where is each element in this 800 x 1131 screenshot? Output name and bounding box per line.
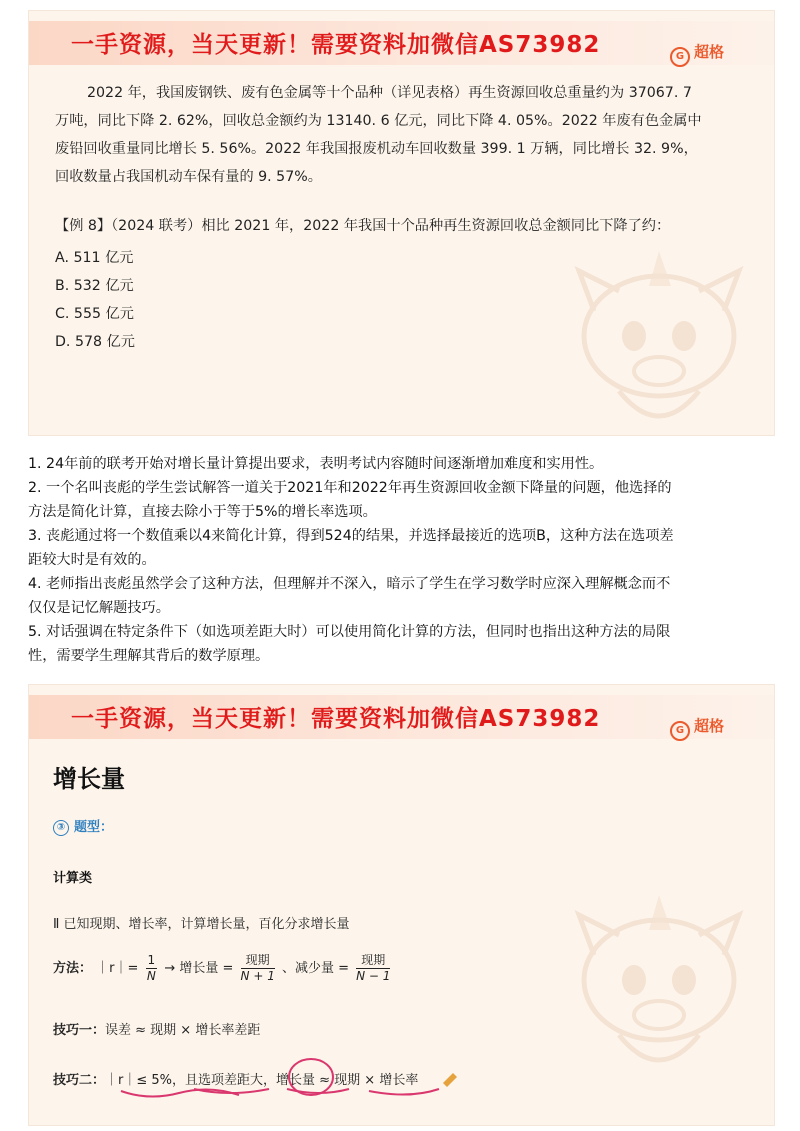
option-d[interactable]: D. 578 亿元 [55,334,135,350]
category-heading: 计算类 [53,871,93,886]
page-panel-2 [28,684,775,1126]
note-line: 4. 老师指出丧彪虽然学会了这种方法，但理解并不深入，暗示了学生在学习数学时应深入理解概念而不 [28,576,671,592]
brand-logo: G 超格 [670,41,724,67]
note-line: 1. 24年前的联考开始对增长量计算提出要求，表明考试内容随时间逐渐增加难度和实用性。 [28,456,604,472]
tip-one: 技巧一：误差 ≈ 现期 × 增长率差距 [53,1023,261,1038]
tip-two: 技巧二：｜r｜≤ 5%，且选项差距大，增长量 ≈ 现期 × 增长率 [53,1073,419,1088]
option-c[interactable]: C. 555 亿元 [55,306,134,322]
fraction: $\frac{\text{现期}}{N + 1}$ [240,953,275,983]
option-b[interactable]: B. 532 亿元 [55,278,134,294]
note-line: 5. 对话强调在特定条件下（如选项差距大时）可以使用简化计算的方法，但同时也指出这种方法的局限 [28,624,671,640]
handwritten-annotations [29,685,774,1125]
note-line: 方法是简化计算，直接去除小于等于5%的增长率选项。 [28,504,377,520]
paragraph-line: 回收数量占我国机动车保有量的 9. 57%。 [55,169,322,185]
question-stem: 【例 8】（2024 联考）相比 2021 年，2022 年我国十个品种再生资源回收总金额同比下降了约： [55,218,671,234]
subtype-heading: Ⅱ 已知现期、增长率，计算增长量，百化分求增长量 [53,917,350,932]
note-line: 距较大时是有效的。 [28,552,156,568]
context-paragraph [55,79,752,191]
method-formula: 方法： ｜r｜= $\frac{1}{N}$ → 增长量 = $\frac{\text{现期}}{N + 1}$ 、减少量 = $\frac{\text{现期}}{N - 1}$ [53,953,391,983]
type-heading: ③ 题型： [53,816,113,836]
note-line: 2. 一个名叫丧彪的学生尝试解答一道关于2021年和2022年再生资源回收金额下降量的问题，他选择的 [28,480,672,496]
brand-logo: G 超格 [670,715,724,741]
circled-number-icon: ③ [53,820,69,836]
paragraph-line: 万吨，同比下降 2. 62%，回收总金额约为 13140. 6 亿元，同比下降 4. 05%。2022 年废有色金属中 [55,113,702,129]
pencil-icon [443,1073,457,1087]
unicorn-mascot-watermark [559,241,769,431]
fraction: $\frac{\text{现期}}{N - 1}$ [356,953,391,983]
note-line: 3. 丧彪通过将一个数值乘以4来简化计算，得到524的结果，并选择最接近的选项B，这种方法在选项差 [28,528,674,544]
note-line: 仅仅是记忆解题技巧。 [28,600,170,616]
option-a[interactable]: A. 511 亿元 [55,250,134,266]
paragraph-line: 废铅回收重量同比增长 5. 56%。2022 年我国报废机动车回收数量 399. 1 万辆，同比增长 32. 9%， [55,141,698,157]
page-panel-1 [28,10,775,436]
brand-g-icon: G [670,47,690,67]
watermark-banner: 一手资源，当天更新！需要资料加微信AS73982 [71,32,601,58]
paragraph-line: 2022 年，我国废钢铁、废有色金属等十个品种（详见表格）再生资源回收总重量约为 37067. 7 [87,85,692,101]
summary-notes [28,452,768,668]
fraction: $\frac{1}{N}$ [146,953,156,983]
note-line: 性，需要学生理解其背后的数学原理。 [28,648,270,664]
section-title: 增长量 [53,765,125,793]
watermark-banner: 一手资源，当天更新！需要资料加微信AS73982 [71,706,601,732]
brand-g-icon: G [670,721,690,741]
